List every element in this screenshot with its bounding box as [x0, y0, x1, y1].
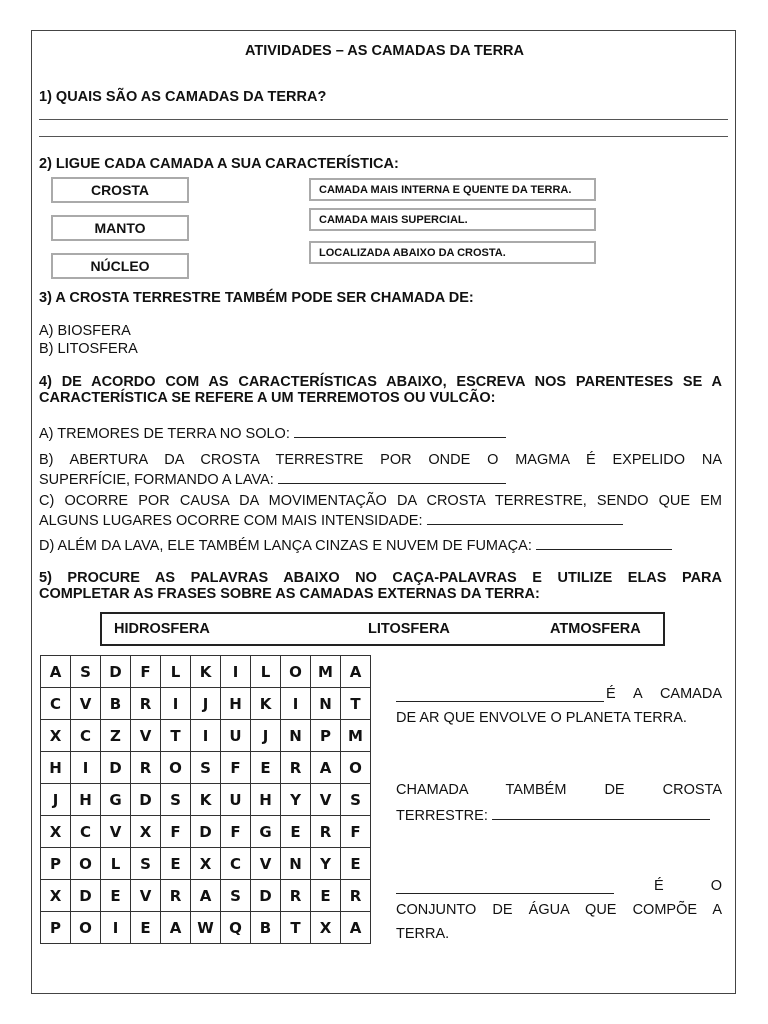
sentence-3-text-b: CONJUNTO DE ÁGUA QUE COMPÕE A	[396, 902, 722, 918]
grid-cell[interactable]: F	[221, 816, 251, 848]
option-b[interactable]: B) LITOSFERA	[39, 341, 138, 357]
grid-cell[interactable]: F	[161, 816, 191, 848]
question-1: 1) QUAIS SÃO AS CAMADAS DA TERRA?	[39, 89, 327, 105]
grid-cell[interactable]: I	[101, 912, 131, 944]
grid-cell[interactable]: N	[281, 848, 311, 880]
grid-cell[interactable]: Y	[311, 848, 341, 880]
word-hidrosfera: HIDROSFERA	[114, 621, 210, 637]
question-5-line2: COMPLETAR AS FRASES SOBRE AS CAMADAS EXTERNAS DA TERRA:	[39, 586, 540, 602]
grid-cell[interactable]: B	[101, 688, 131, 720]
grid-cell[interactable]: P	[41, 848, 71, 880]
characteristic-box[interactable]: CAMADA MAIS INTERNA E QUENTE DA TERRA.	[309, 178, 596, 201]
sentence-3-line1	[396, 878, 722, 894]
grid-row	[41, 656, 371, 688]
grid-cell[interactable]: S	[191, 752, 221, 784]
question-4-line1: 4) DE ACORDO COM AS CARACTERÍSTICAS ABAIXO, ESCREVA NOS PARENTESES SE A	[39, 374, 722, 390]
sentence-1-line1	[396, 686, 722, 702]
grid-cell[interactable]: G	[101, 784, 131, 816]
q4-item-d	[39, 536, 672, 554]
grid-cell[interactable]: T	[281, 912, 311, 944]
grid-cell[interactable]: O	[71, 848, 101, 880]
grid-cell[interactable]: D	[191, 816, 221, 848]
grid-cell[interactable]: R	[161, 880, 191, 912]
grid-row	[41, 912, 371, 944]
grid-cell[interactable]: P	[311, 720, 341, 752]
grid-cell[interactable]: A	[191, 880, 221, 912]
grid-cell[interactable]: J	[251, 720, 281, 752]
q4-item-a-text: A) TREMORES DE TERRA NO SOLO:	[39, 426, 290, 442]
grid-cell[interactable]: E	[161, 848, 191, 880]
grid-cell[interactable]: U	[221, 720, 251, 752]
grid-cell[interactable]: R	[311, 816, 341, 848]
grid-cell[interactable]: K	[251, 688, 281, 720]
grid-cell[interactable]: V	[251, 848, 281, 880]
word-search-grid	[40, 655, 371, 944]
sentence-2-line2	[396, 806, 710, 824]
grid-cell[interactable]: A	[341, 656, 371, 688]
grid-row	[41, 752, 371, 784]
grid-cell[interactable]: K	[191, 656, 221, 688]
grid-cell[interactable]: O	[281, 656, 311, 688]
grid-cell[interactable]: D	[101, 752, 131, 784]
grid-cell[interactable]: S	[341, 784, 371, 816]
grid-row	[41, 848, 371, 880]
grid-cell[interactable]: A	[341, 912, 371, 944]
grid-cell[interactable]: I	[221, 656, 251, 688]
grid-cell[interactable]: H	[251, 784, 281, 816]
question-4-line2: CARACTERÍSTICA SE REFERE A UM TERREMOTOS OU VULCÃO:	[39, 390, 496, 406]
grid-row	[41, 720, 371, 752]
grid-cell[interactable]: S	[131, 848, 161, 880]
word-bank	[100, 612, 665, 646]
grid-cell[interactable]: M	[341, 720, 371, 752]
grid-cell[interactable]: R	[131, 688, 161, 720]
grid-cell[interactable]: C	[221, 848, 251, 880]
grid-cell[interactable]: I	[161, 688, 191, 720]
grid-row	[41, 880, 371, 912]
q4-item-b-line2	[39, 470, 506, 488]
layer-nucleo-box[interactable]: NÚCLEO	[51, 253, 189, 279]
q4-item-c-text: ALGUNS LUGARES OCORRE COM MAIS INTENSIDADE:	[39, 513, 423, 529]
q4-item-a	[39, 424, 506, 442]
answer-line[interactable]	[39, 119, 728, 120]
characteristic-box[interactable]: CAMADA MAIS SUPERCIAL.	[309, 208, 596, 231]
grid-cell[interactable]: H	[41, 752, 71, 784]
q4-item-c-line2	[39, 511, 623, 529]
grid-cell[interactable]: O	[341, 752, 371, 784]
grid-cell[interactable]: F	[131, 656, 161, 688]
grid-cell[interactable]: X	[311, 912, 341, 944]
sentence-2-text-b: TERRESTRE:	[396, 808, 488, 824]
grid-cell[interactable]: R	[341, 880, 371, 912]
option-a[interactable]: A) BIOSFERA	[39, 323, 131, 339]
grid-cell[interactable]: N	[281, 720, 311, 752]
grid-cell[interactable]: G	[251, 816, 281, 848]
sentence-1-text-b: DE AR QUE ENVOLVE O PLANETA TERRA.	[396, 710, 687, 726]
grid-cell[interactable]: Y	[281, 784, 311, 816]
grid-cell[interactable]: B	[251, 912, 281, 944]
grid-cell[interactable]: U	[221, 784, 251, 816]
grid-cell[interactable]: T	[341, 688, 371, 720]
grid-cell[interactable]: R	[281, 752, 311, 784]
grid-cell[interactable]: C	[71, 816, 101, 848]
q4-item-d-text: D) ALÉM DA LAVA, ELE TAMBÉM LANÇA CINZAS E NUVEM DE FUMAÇA:	[39, 538, 532, 554]
answer-line[interactable]	[39, 136, 728, 137]
grid-cell[interactable]: V	[311, 784, 341, 816]
question-3: 3) A CROSTA TERRESTRE TAMBÉM PODE SER CHAMADA DE:	[39, 290, 474, 306]
grid-cell[interactable]: X	[131, 816, 161, 848]
grid-cell[interactable]: V	[71, 688, 101, 720]
grid-cell[interactable]: X	[191, 848, 221, 880]
grid-cell[interactable]: D	[251, 880, 281, 912]
q4-item-b-text: SUPERFÍCIE, FORMANDO A LAVA:	[39, 472, 274, 488]
answer-blank[interactable]	[396, 880, 614, 894]
grid-cell[interactable]: M	[311, 656, 341, 688]
answer-blank[interactable]	[492, 806, 710, 820]
grid-cell[interactable]: J	[41, 784, 71, 816]
sentence-3-text-c: TERRA.	[396, 926, 450, 942]
grid-cell[interactable]: E	[311, 880, 341, 912]
layer-crosta-box[interactable]: CROSTA	[51, 177, 189, 203]
word-litosfera: LITOSFERA	[368, 621, 450, 637]
question-2: 2) LIGUE CADA CAMADA A SUA CARACTERÍSTICA:	[39, 156, 399, 172]
grid-cell[interactable]: S	[71, 656, 101, 688]
grid-cell[interactable]: L	[251, 656, 281, 688]
grid-row	[41, 784, 371, 816]
answer-blank[interactable]	[278, 470, 506, 484]
grid-cell[interactable]: X	[41, 720, 71, 752]
grid-cell[interactable]: F	[341, 816, 371, 848]
grid-cell[interactable]: E	[131, 912, 161, 944]
grid-cell[interactable]: I	[71, 752, 101, 784]
grid-cell[interactable]: A	[161, 912, 191, 944]
sentence-3-text-a: É O	[654, 878, 722, 894]
worksheet-page	[31, 30, 736, 994]
sentence-2-text-a: CHAMADA TAMBÉM DE CROSTA	[396, 782, 722, 798]
grid-cell[interactable]: V	[131, 720, 161, 752]
grid-cell[interactable]: E	[101, 880, 131, 912]
grid-cell[interactable]: V	[101, 816, 131, 848]
grid-cell[interactable]: A	[41, 656, 71, 688]
grid-cell[interactable]: J	[191, 688, 221, 720]
grid-cell[interactable]: V	[131, 880, 161, 912]
grid-cell[interactable]: K	[191, 784, 221, 816]
grid-cell[interactable]: R	[131, 752, 161, 784]
answer-blank[interactable]	[396, 688, 604, 702]
grid-row	[41, 816, 371, 848]
word-atmosfera: ATMOSFERA	[550, 621, 641, 637]
question-5-line1: 5) PROCURE AS PALAVRAS ABAIXO NO CAÇA-PALAVRAS E UTILIZE ELAS PARA	[39, 570, 722, 586]
q4-item-b-line1: B) ABERTURA DA CROSTA TERRESTRE POR ONDE O MAGMA É EXPELIDO NA	[39, 452, 722, 468]
grid-cell[interactable]: D	[131, 784, 161, 816]
grid-cell[interactable]: L	[101, 848, 131, 880]
grid-cell[interactable]: O	[161, 752, 191, 784]
grid-cell[interactable]: X	[41, 880, 71, 912]
grid-cell[interactable]: R	[281, 880, 311, 912]
answer-blank[interactable]	[294, 424, 506, 438]
grid-cell[interactable]: P	[41, 912, 71, 944]
grid-cell[interactable]: O	[71, 912, 101, 944]
grid-cell[interactable]: E	[341, 848, 371, 880]
grid-cell[interactable]: L	[161, 656, 191, 688]
grid-cell[interactable]: S	[161, 784, 191, 816]
q4-item-c-line1: C) OCORRE POR CAUSA DA MOVIMENTAÇÃO DA CROSTA TERRESTRE, SENDO QUE EM	[39, 493, 722, 509]
grid-cell[interactable]: W	[191, 912, 221, 944]
grid-cell[interactable]: T	[161, 720, 191, 752]
layer-manto-box[interactable]: MANTO	[51, 215, 189, 241]
grid-cell[interactable]: N	[311, 688, 341, 720]
sentence-1-text-a: É A CAMADA	[606, 686, 722, 702]
grid-cell[interactable]: I	[281, 688, 311, 720]
answer-blank[interactable]	[427, 511, 623, 525]
grid-cell[interactable]: A	[311, 752, 341, 784]
grid-cell[interactable]: H	[221, 688, 251, 720]
grid-cell[interactable]: X	[41, 816, 71, 848]
grid-cell[interactable]: Z	[101, 720, 131, 752]
grid-cell[interactable]: D	[71, 880, 101, 912]
grid-cell[interactable]: E	[281, 816, 311, 848]
grid-row	[41, 688, 371, 720]
grid-cell[interactable]: E	[251, 752, 281, 784]
grid-cell[interactable]: C	[71, 720, 101, 752]
grid-cell[interactable]: D	[101, 656, 131, 688]
worksheet-title: ATIVIDADES – AS CAMADAS DA TERRA	[244, 43, 524, 59]
grid-cell[interactable]: Q	[221, 912, 251, 944]
grid-cell[interactable]: I	[191, 720, 221, 752]
characteristic-box[interactable]: LOCALIZADA ABAIXO DA CROSTA.	[309, 241, 596, 264]
grid-cell[interactable]: H	[71, 784, 101, 816]
grid-cell[interactable]: S	[221, 880, 251, 912]
answer-blank[interactable]	[536, 536, 672, 550]
grid-cell[interactable]: C	[41, 688, 71, 720]
grid-cell[interactable]: F	[221, 752, 251, 784]
